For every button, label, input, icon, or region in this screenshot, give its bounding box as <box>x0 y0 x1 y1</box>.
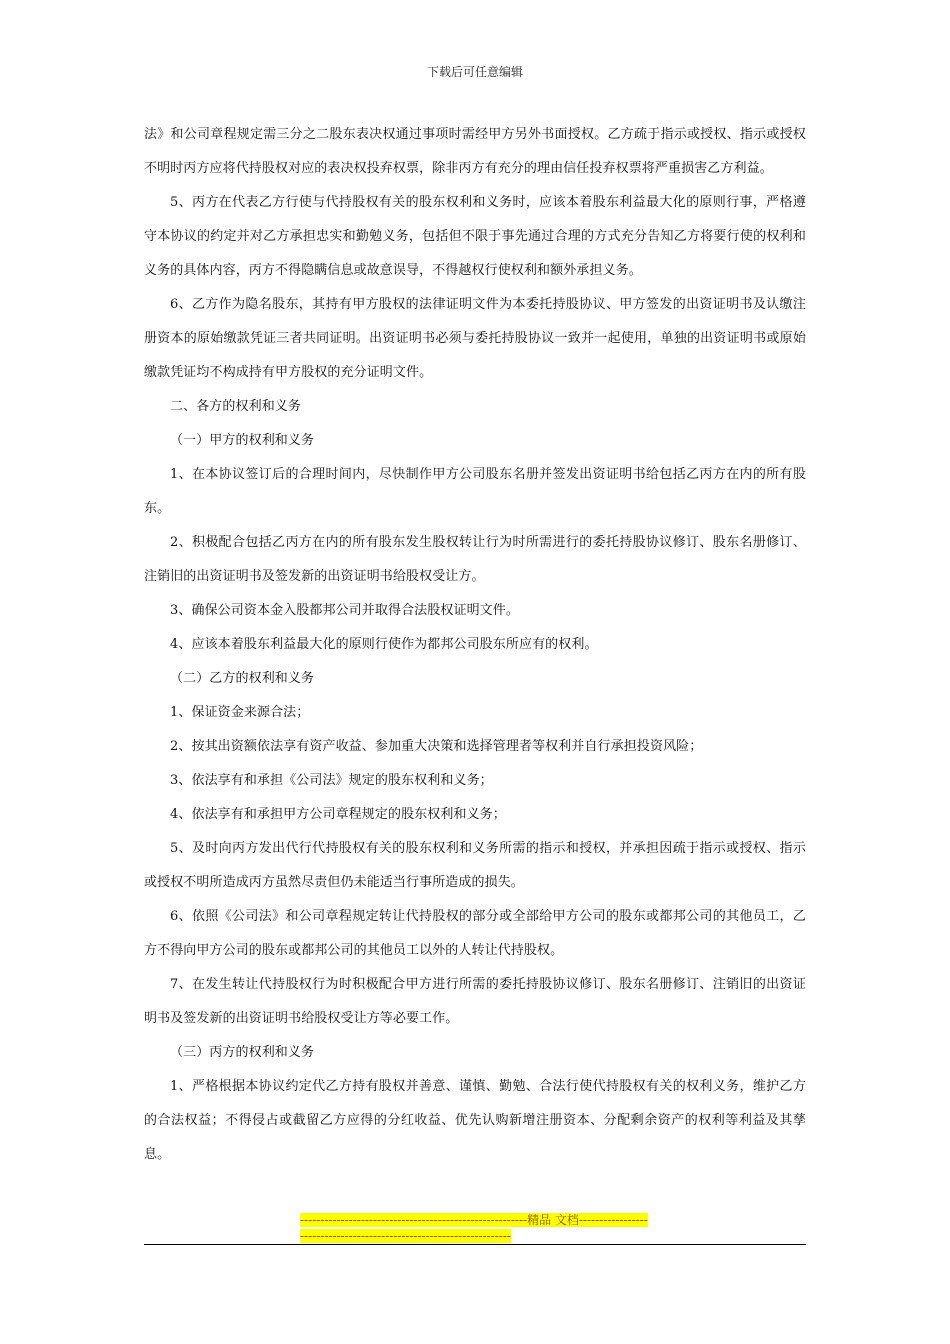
paragraph: 法》和公司章程规定需三分之二股东表决权通过事项时需经甲方另外书面授权。乙方疏于指示或授权、指示或授权不明时丙方应将代持股权对应的表决权投弃权票，除非丙方有充分的理由信任投弃权票将严重损害乙方利益。 <box>144 127 806 176</box>
section-heading: 二、各方的权利和义务 <box>170 399 302 414</box>
paragraph: 6、乙方作为隐名股东，其持有甲方股权的法律证明文件为本委托持股协议、甲方签发的出资证明书及认缴注册资本的原始缴款凭证三者共同证明。出资证明书必须与委托持股协议一致并一起使用，单独的出资证明书或原始缴款凭证均不构成持有甲方股权的充分证明文件。 <box>144 297 806 380</box>
paragraph: 2、按其出资额依法享有资产收益、参加重大决策和选择管理者等权利并自行承担投资风险； <box>170 739 703 754</box>
paragraph: 6、依照《公司法》和公司章程规定转让代持股权的部分或全部给甲方公司的股东或都邦公司的其他员工，乙方不得向甲方公司的股东或都邦公司的其他员工以外的人转让代持股权。 <box>144 909 806 958</box>
paragraph: 5、丙方在代表乙方行使与代持股权有关的股东权利和义务时，应该本着股东利益最大化的原则行事，严格遵守本协议的约定并对乙方承担忠实和勤勉义务，包括但不限于事先通过合理的方式充分告知乙方将要行使的权利和义务的具体内容，丙方不得隐瞒信息或故意误导，不得越权行使权利和额外承担义务。 <box>144 195 806 278</box>
paragraph: 4、依法享有和承担甲方公司章程规定的股东权利和义务； <box>170 807 506 822</box>
paragraph: 3、依法享有和承担《公司法》规定的股东权利和义务； <box>170 773 493 788</box>
paragraph: 3、确保公司资本金入股都邦公司并取得合法股权证明文件。 <box>170 603 519 618</box>
paragraph: 1、保证资金来源合法； <box>170 705 310 720</box>
paragraph: 7、在发生转让代持股权行为时积极配合甲方进行所需的委托持股协议修订、股东名册修订、注销旧的出资证明书及签发新的出资证明书给股权受让方等必要工作。 <box>144 977 806 1026</box>
footer-divider <box>144 1244 806 1245</box>
subsection-heading: （一）甲方的权利和义务 <box>170 433 315 448</box>
footer-watermark-text: --------------------------------------------------------精品 文档--------------------------------------------------------------------- <box>300 1213 648 1243</box>
paragraph: 1、在本协议签订后的合理时间内，尽快制作甲方公司股东名册并签发出资证明书给包括乙丙方在内的所有股东。 <box>144 467 806 516</box>
subsection-heading: （三）丙方的权利和义务 <box>170 1045 315 1060</box>
paragraph: 1、严格根据本协议约定代乙方持有股权并善意、谨慎、勤勉、合法行使代持股权有关的权利义务，维护乙方的合法权益；不得侵占或截留乙方应得的分红收益、优先认购新增注册资本、分配剩余资产的权利等利益及其孳息。 <box>144 1079 806 1162</box>
footer-watermark <box>300 1212 650 1244</box>
paragraph: 2、积极配合包括乙丙方在内的所有股东发生股权转让行为时所需进行的委托持股协议修订、股东名册修订、注销旧的出资证明书及签发新的出资证明书给股权受让方。 <box>144 535 806 584</box>
paragraph: 5、及时向丙方发出代行代持股权有关的股东权利和义务所需的指示和授权，并承担因疏于指示或授权、指示或授权不明所造成丙方虽然尽责但仍未能适当行事所造成的损失。 <box>144 841 806 890</box>
paragraph: 4、应该本着股东利益最大化的原则行使作为都邦公司股东所应有的权利。 <box>170 637 598 652</box>
page-header: 下载后可任意编辑 <box>426 65 523 79</box>
subsection-heading: （二）乙方的权利和义务 <box>170 671 315 686</box>
document-body <box>144 118 806 1172</box>
